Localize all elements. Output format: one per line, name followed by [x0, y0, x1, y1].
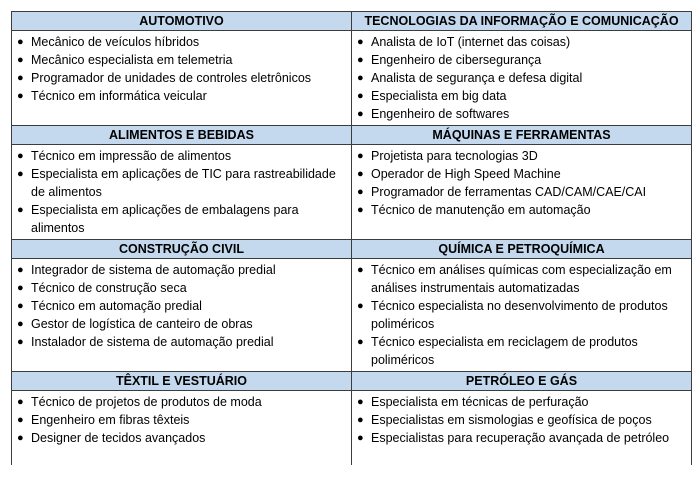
list-item [357, 183, 687, 201]
bullet-icon: ● [357, 90, 364, 102]
profession-label: Técnico em informática veicular [31, 89, 207, 103]
profession-label: Gestor de logística de canteiro de obras [31, 317, 253, 331]
sector-profession-list [352, 145, 692, 240]
list-item [357, 429, 687, 447]
profession-label: Especialistas para recuperação avançada de petróleo [371, 431, 670, 445]
list-item [17, 33, 347, 51]
list-item [17, 261, 347, 279]
bullet-icon: ● [17, 264, 24, 276]
bullet-icon: ● [17, 300, 24, 312]
profession-label: Técnico em impressão de alimentos [31, 149, 232, 163]
profession-label: Técnico especialista em reciclagem de produtos poliméricos [371, 335, 638, 367]
bullet-icon: ● [357, 264, 364, 276]
profession-label: Engenheiro de cibersegurança [371, 53, 542, 67]
sector-title: MÁQUINAS E FERRAMENTAS [352, 126, 692, 145]
sector-body-row [12, 391, 692, 466]
sector-body-row [12, 145, 692, 240]
bullet-icon: ● [357, 204, 364, 216]
bullet-icon: ● [17, 204, 24, 216]
sector-title: TECNOLOGIAS DA INFORMAÇÃO E COMUNICAÇÃO [352, 12, 692, 31]
bullet-icon: ● [17, 150, 24, 162]
profession-label: Técnico em análises químicas com especialização em análises instrumentais automatizadas [371, 263, 672, 295]
list-item [17, 333, 347, 351]
list-item [17, 147, 347, 165]
profession-label: Técnico de construção seca [31, 281, 187, 295]
list-item [17, 429, 347, 447]
profession-label: Instalador de sistema de automação predial [31, 335, 274, 349]
list-item [17, 69, 347, 87]
sector-profession-list [352, 391, 692, 466]
profession-label: Designer de tecidos avançados [31, 431, 206, 445]
profession-label: Programador de ferramentas CAD/CAM/CAE/CAI [371, 185, 647, 199]
profession-label: Analista de IoT (internet das coisas) [371, 35, 571, 49]
table-body [12, 12, 692, 466]
bullet-icon: ● [357, 336, 364, 348]
list-item [357, 33, 687, 51]
bullet-icon: ● [17, 414, 24, 426]
list-item [357, 411, 687, 429]
list-item [17, 201, 347, 237]
sector-header-row [12, 12, 692, 31]
profession-label: Projetista para tecnologias 3D [371, 149, 538, 163]
sector-profession-list [12, 31, 352, 126]
sector-header-row [12, 126, 692, 145]
profession-label: Engenheiro de softwares [371, 107, 510, 121]
list-item [357, 51, 687, 69]
profession-label: Técnico em automação predial [31, 299, 202, 313]
profession-label: Especialista em big data [371, 89, 507, 103]
profession-label: Técnico especialista no desenvolvimento de produtos poliméricos [371, 299, 668, 331]
list-item [357, 333, 687, 369]
bullet-icon: ● [17, 318, 24, 330]
profession-label: Técnico de projetos de produtos de moda [31, 395, 262, 409]
bullet-icon: ● [357, 414, 364, 426]
list-item [357, 393, 687, 411]
sector-profession-list [352, 259, 692, 372]
list-item [357, 105, 687, 123]
sector-title: QUÍMICA E PETROQUÍMICA [352, 240, 692, 259]
list-item [17, 87, 347, 105]
profession-label: Programador de unidades de controles eletrônicos [31, 71, 312, 85]
bullet-icon: ● [17, 336, 24, 348]
sector-profession-list [12, 391, 352, 466]
bullet-icon: ● [17, 90, 24, 102]
profession-label: Especialistas em sismologias e geofísica de poços [371, 413, 652, 427]
professions-table-container [11, 11, 691, 465]
sector-title: PETRÓLEO E GÁS [352, 372, 692, 391]
list-item [17, 297, 347, 315]
bullet-icon: ● [357, 168, 364, 180]
sector-body-row [12, 259, 692, 372]
profession-label: Engenheiro em fibras têxteis [31, 413, 190, 427]
sector-header-row [12, 372, 692, 391]
profession-label: Analista de segurança e defesa digital [371, 71, 583, 85]
bullet-icon: ● [357, 36, 364, 48]
list-item [17, 393, 347, 411]
sector-profession-list [352, 31, 692, 126]
profession-label: Especialista em aplicações de embalagens para alimentos [31, 203, 299, 235]
profession-label: Especialista em técnicas de perfuração [371, 395, 589, 409]
professions-table [11, 11, 692, 465]
list-item [17, 279, 347, 297]
sector-title: AUTOMOTIVO [12, 12, 352, 31]
list-item [357, 201, 687, 219]
bullet-icon: ● [357, 396, 364, 408]
list-item [17, 315, 347, 333]
profession-label: Mecânico de veículos híbridos [31, 35, 200, 49]
list-item [357, 87, 687, 105]
bullet-icon: ● [357, 72, 364, 84]
profession-label: Técnico de manutenção em automação [371, 203, 591, 217]
list-item [357, 165, 687, 183]
list-item [17, 165, 347, 201]
profession-label: Especialista em aplicações de TIC para rastreabilidade de alimentos [31, 167, 336, 199]
sector-profession-list [12, 259, 352, 372]
bullet-icon: ● [17, 168, 24, 180]
bullet-icon: ● [357, 432, 364, 444]
bullet-icon: ● [357, 54, 364, 66]
profession-label: Operador de High Speed Machine [371, 167, 561, 181]
sector-profession-list [12, 145, 352, 240]
bullet-icon: ● [357, 150, 364, 162]
bullet-icon: ● [17, 54, 24, 66]
profession-label: Mecânico especialista em telemetria [31, 53, 233, 67]
bullet-icon: ● [17, 396, 24, 408]
list-item [357, 297, 687, 333]
bullet-icon: ● [357, 186, 364, 198]
list-item [17, 51, 347, 69]
list-item [357, 147, 687, 165]
profession-label: Integrador de sistema de automação predial [31, 263, 276, 277]
sector-header-row [12, 240, 692, 259]
bullet-icon: ● [357, 108, 364, 120]
sector-body-row [12, 31, 692, 126]
sector-title: TÊXTIL E VESTUÁRIO [12, 372, 352, 391]
bullet-icon: ● [17, 72, 24, 84]
bullet-icon: ● [17, 282, 24, 294]
sector-title: ALIMENTOS E BEBIDAS [12, 126, 352, 145]
bullet-icon: ● [357, 300, 364, 312]
list-item [357, 69, 687, 87]
list-item [17, 411, 347, 429]
bullet-icon: ● [17, 36, 24, 48]
sector-title: CONSTRUÇÃO CIVIL [12, 240, 352, 259]
bullet-icon: ● [17, 432, 24, 444]
list-item [357, 261, 687, 297]
